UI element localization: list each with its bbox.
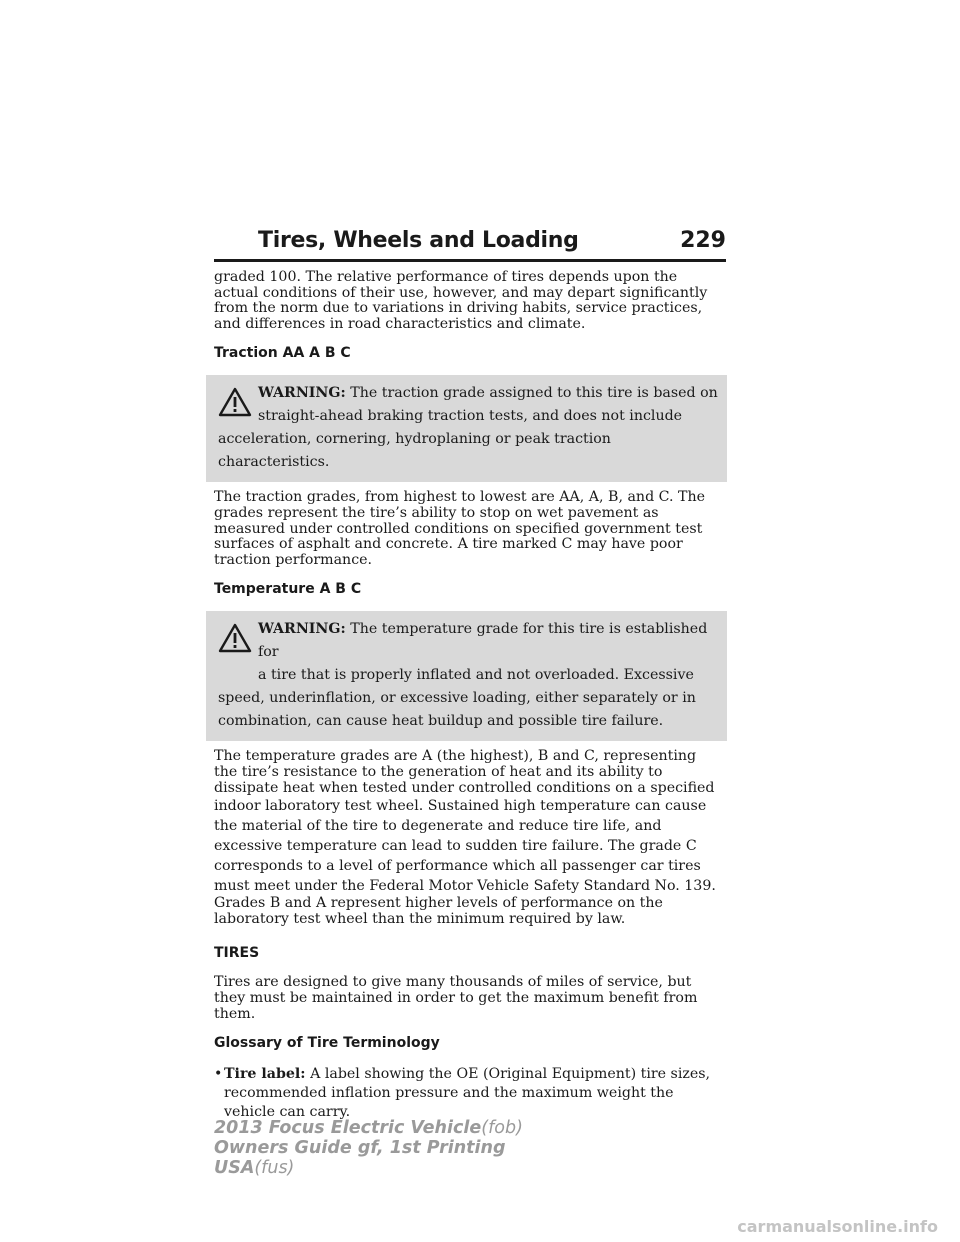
page-number: 229 (680, 228, 726, 253)
warning-text: The temperature grade for this tire is established for (258, 621, 708, 661)
tires-heading: TIRES (214, 945, 260, 962)
warning-text-line: a tire that is properly inflated and not overloaded. Excessive (258, 667, 694, 684)
traction-heading: Traction AA A B C (214, 345, 351, 362)
footer-line: Owners Guide gf, 1st Printing (214, 1138, 506, 1158)
traction-warning-box (206, 375, 727, 482)
glossary-term: Tire label: (224, 1066, 306, 1083)
warning-text-line: speed, underinflation, or excessive loading, either separately or in (218, 690, 696, 707)
warning-text-line (218, 618, 723, 664)
glossary-item (214, 1065, 719, 1122)
traction-paragraph: The traction grades, from highest to lowest are AA, A, B, and C. The grades represent the tire’s ability to stop on wet pavement as measured under controlled conditions on specified government test surfaces of asphalt and concrete. A tire marked C may have poor traction performance. (214, 489, 706, 568)
warning-label: WARNING: (258, 385, 346, 402)
watermark: carmanualsonline.info (737, 1217, 938, 1236)
warning-text-line: straight-ahead braking traction tests, and does not include (258, 408, 683, 425)
page-footer (214, 1118, 614, 1178)
warning-text: The traction grade assigned to this tire is based on (350, 385, 718, 402)
glossary-heading: Glossary of Tire Terminology (214, 1035, 440, 1052)
bullet: • (214, 1066, 223, 1083)
warning-triangle-icon (218, 387, 252, 417)
temperature-paragraph-part: The temperature grades are A (the highest), B and C, representing the tire’s resistance to the generation of heat and its ability to dissipate heat when tested under controlled conditions on a specified indoor laboratory test wheel. (214, 748, 715, 815)
glossary-definition: A label showing the OE (Original Equipment) tire sizes, recommended inflation pressure and the maximum weight the vehicle can carry. (224, 1066, 711, 1121)
temperature-paragraph-part: Grades B and A represent higher levels of performance on the laboratory test wheel than the minimum required by law. (214, 895, 663, 927)
page-header (214, 228, 726, 262)
footer-code: (fob) (481, 1118, 523, 1138)
temperature-heading: Temperature A B C (214, 581, 362, 598)
footer-code: (fus) (254, 1158, 295, 1178)
warning-label: WARNING: (258, 621, 346, 638)
footer-model: 2013 Focus Electric Vehicle (214, 1118, 482, 1138)
tires-paragraph: Tires are designed to give many thousands of miles of service, but they must be maintained in order to get the maximum benefit from them. (214, 974, 698, 1022)
page-content (214, 270, 719, 1122)
section-title: Tires, Wheels and Loading (258, 228, 579, 253)
temperature-warning-box (206, 611, 727, 741)
footer-line (214, 1158, 614, 1178)
warning-text-line: acceleration, cornering, hydroplaning or peak traction characteristics. (218, 431, 611, 471)
warning-text-line (218, 382, 723, 405)
header-rule (214, 259, 726, 262)
temperature-paragraph (214, 749, 719, 927)
warning-triangle-icon (218, 623, 252, 653)
footer-market: USA (214, 1158, 255, 1178)
footer-line (214, 1118, 614, 1138)
temperature-paragraph-part: Sustained high temperature can cause the material of the tire to degenerate and reduce tire life, and excessive temperature can lead to sudden tire failure. The grade C corresponds to a level of performance which all passenger car tires must meet under the Federal Motor Vehicle Safety Standard No. 139. (214, 798, 716, 895)
intro-paragraph: graded 100. The relative performance of tires depends upon the actual conditions of their use, however, and may depart significantly from the norm due to variations in driving habits, service practices, and differences in road characteristics and climate. (214, 269, 708, 332)
warning-text-line: combination, can cause heat buildup and possible tire failure. (218, 713, 664, 730)
